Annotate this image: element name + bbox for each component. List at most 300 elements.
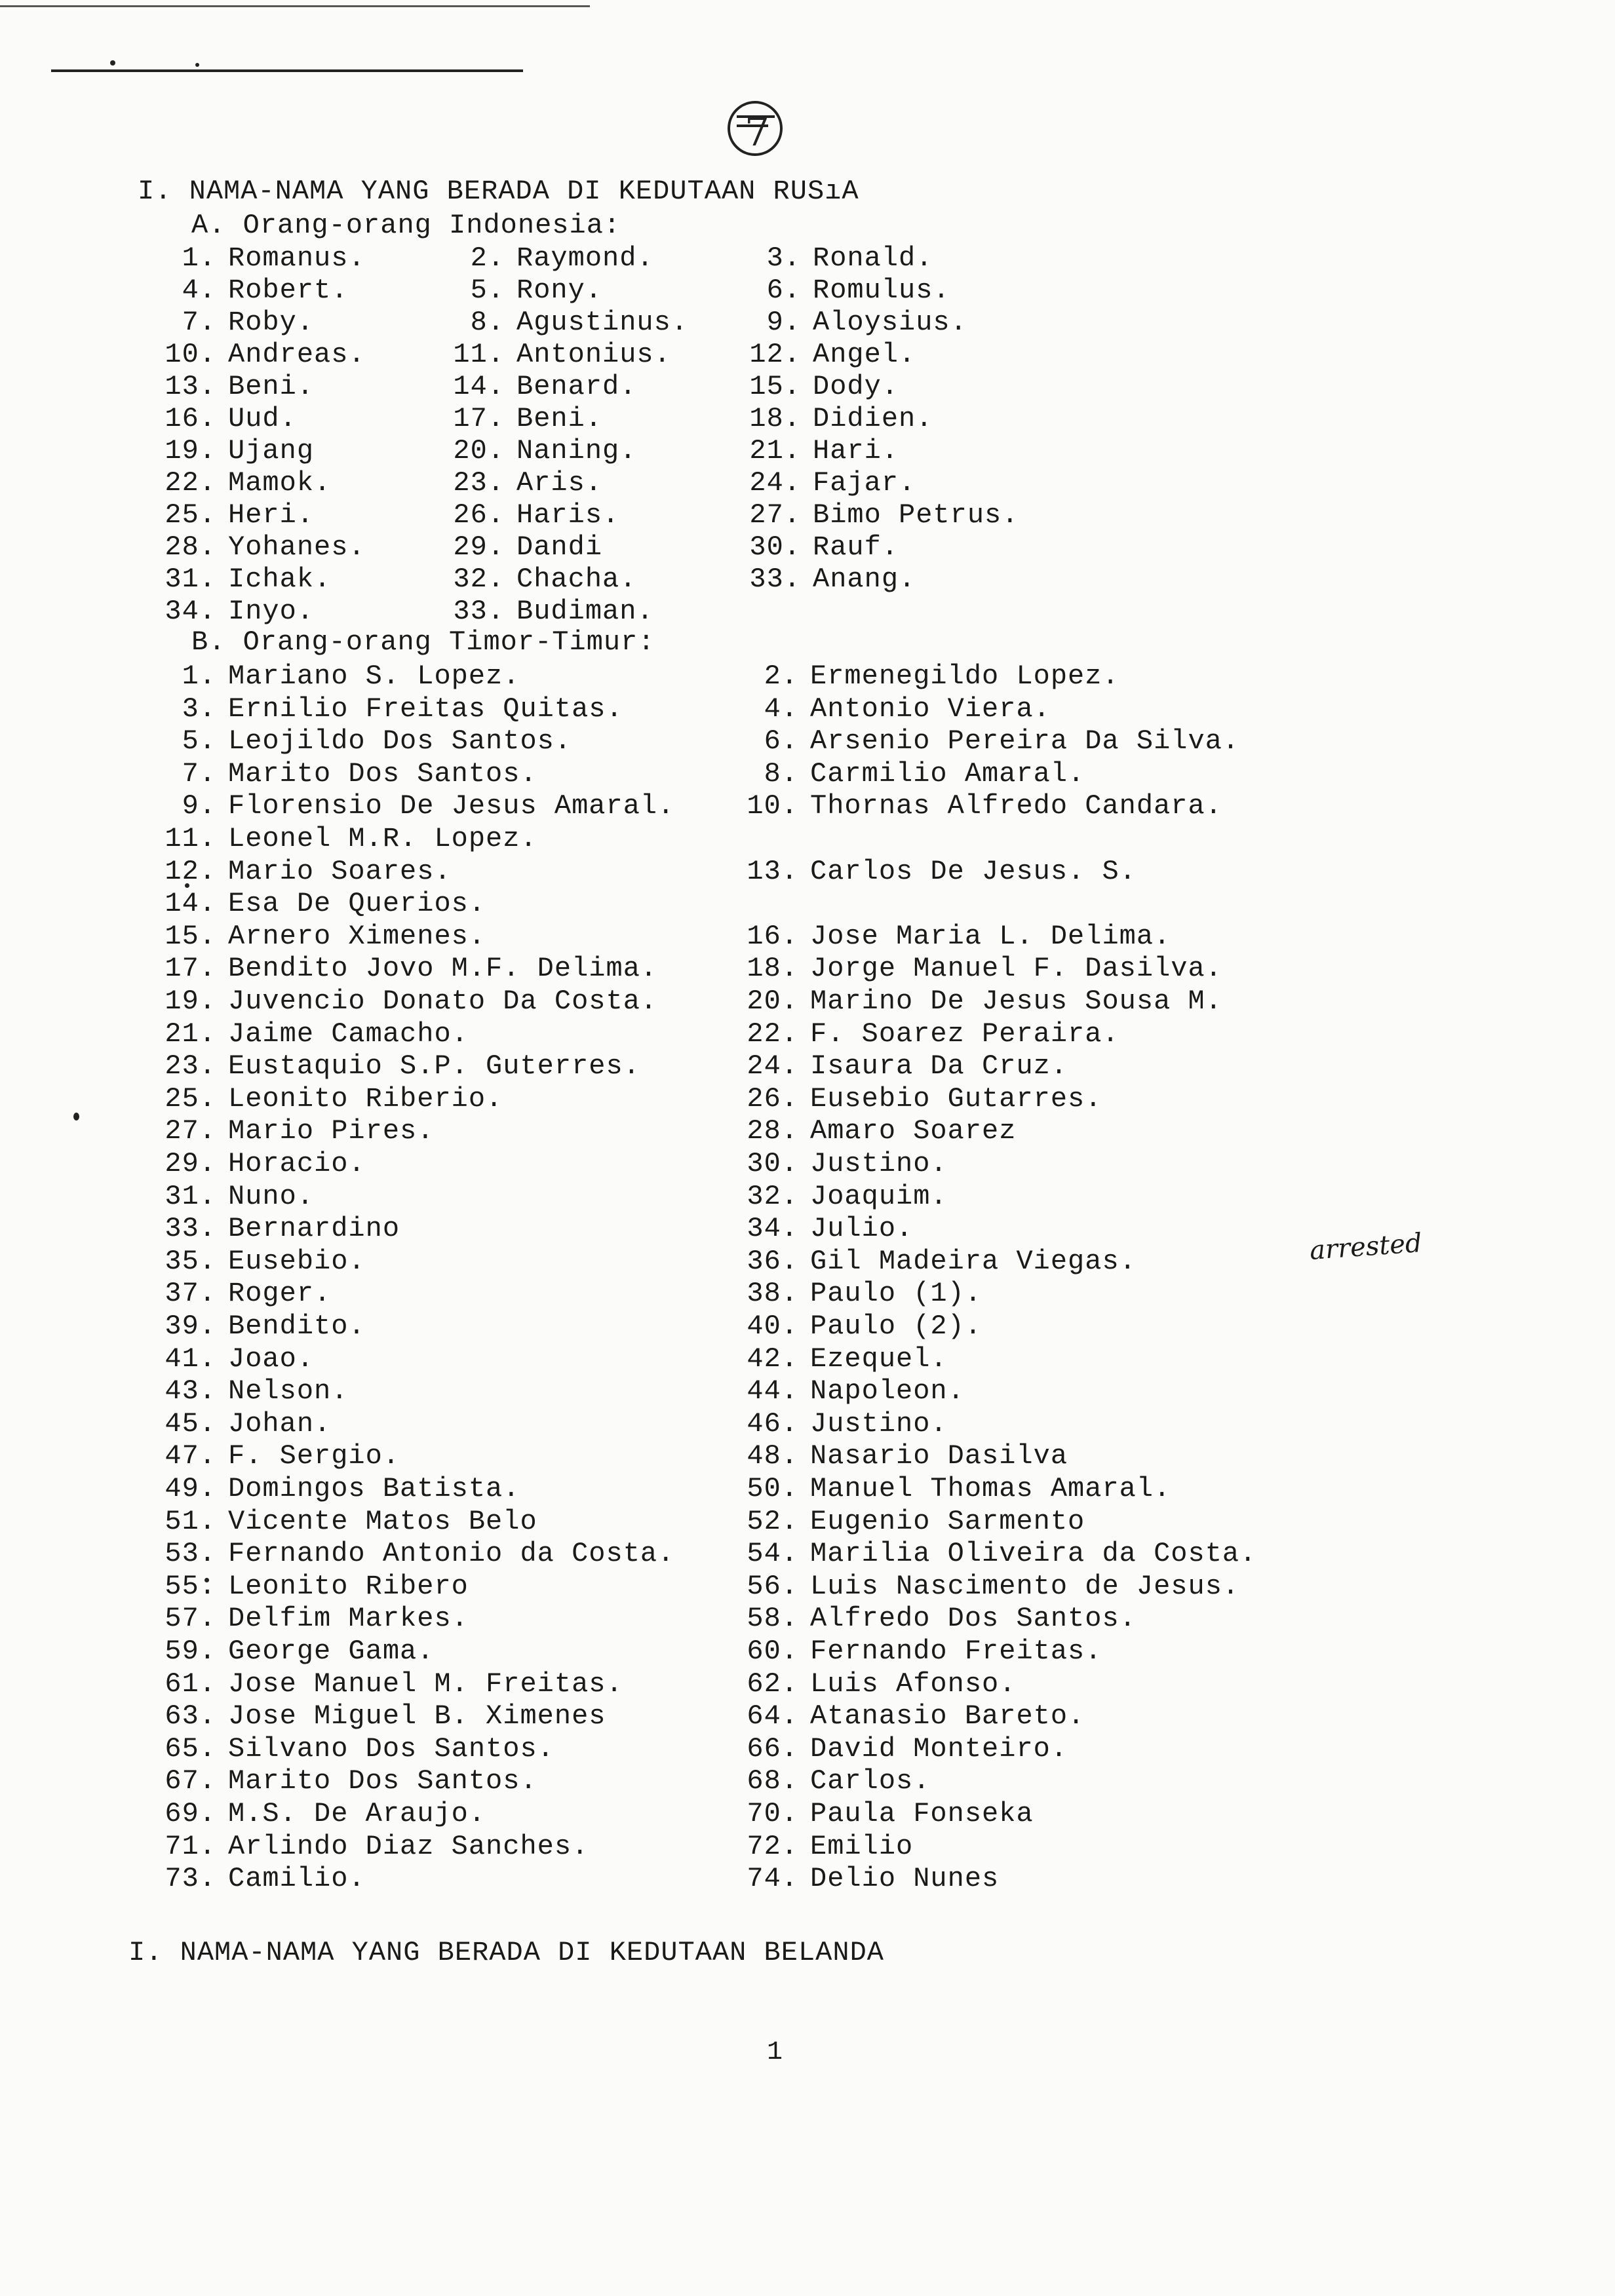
entry-name: Leojildo Dos Santos. bbox=[228, 725, 572, 757]
scan-speck bbox=[73, 1113, 79, 1120]
entry-name: Delfim Markes. bbox=[228, 1603, 469, 1634]
entry-name: Inyo. bbox=[228, 596, 315, 627]
indonesia-entry bbox=[433, 499, 619, 531]
entry-name: Eustaquio S.P. Guterres. bbox=[228, 1050, 640, 1082]
heading-netherlands: I. NAMA-NAMA YANG BERADA DI KEDUTAAN BELANDA bbox=[128, 1937, 884, 1968]
entry-number: 34. bbox=[165, 596, 216, 627]
entry-name: Fajar. bbox=[813, 467, 916, 499]
entry-number: 13. bbox=[165, 371, 216, 402]
indonesia-entry bbox=[433, 307, 688, 338]
timor-entry bbox=[726, 1440, 1068, 1472]
scan-speck bbox=[195, 63, 199, 67]
timor-entry bbox=[726, 1375, 965, 1407]
timor-entry bbox=[144, 1311, 366, 1342]
timor-entry bbox=[144, 1278, 331, 1309]
entry-name: Luis Nascimento de Jesus. bbox=[810, 1571, 1240, 1602]
entry-number: 47. bbox=[165, 1440, 216, 1472]
entry-name: Jose Manuel M. Freitas. bbox=[228, 1668, 623, 1700]
entry-name: Luis Afonso. bbox=[810, 1668, 1017, 1700]
timor-entry bbox=[144, 1765, 537, 1797]
timor-entry bbox=[726, 1050, 1068, 1082]
entry-number: 7. bbox=[182, 307, 216, 338]
timor-entry bbox=[726, 1733, 1068, 1765]
heading-russia: I. NAMA-NAMA YANG BERADA DI KEDUTAAN RUSıA bbox=[138, 176, 859, 207]
entry-name: Hari. bbox=[813, 435, 899, 467]
entry-number: 30. bbox=[749, 531, 801, 563]
entry-number: 40. bbox=[747, 1311, 798, 1342]
timor-entry bbox=[726, 790, 1222, 822]
entry-name: Robert. bbox=[228, 275, 349, 306]
entry-number: 16. bbox=[747, 921, 798, 952]
indonesia-entry bbox=[132, 371, 314, 402]
entry-number: 27. bbox=[165, 1115, 216, 1147]
entry-number: 73. bbox=[165, 1863, 216, 1894]
header-rule bbox=[51, 69, 523, 72]
timor-entry bbox=[144, 1473, 520, 1504]
entry-number: 71. bbox=[165, 1831, 216, 1862]
timor-entry bbox=[144, 1831, 589, 1862]
timor-entry bbox=[144, 1668, 623, 1700]
entry-number: 59. bbox=[165, 1636, 216, 1667]
entry-name: Romulus. bbox=[813, 275, 950, 306]
entry-number: 4. bbox=[182, 275, 216, 306]
entry-number: 12. bbox=[749, 339, 801, 370]
entry-number: 1. bbox=[182, 242, 216, 274]
entry-number: 20. bbox=[453, 435, 505, 467]
entry-name: Marilia Oliveira da Costa. bbox=[810, 1538, 1257, 1569]
entry-number: 46. bbox=[747, 1408, 798, 1440]
timor-entry bbox=[144, 660, 520, 692]
entry-number: 15. bbox=[749, 371, 801, 402]
stamp-label: 7 bbox=[745, 109, 770, 155]
timor-entry bbox=[726, 921, 1171, 952]
indonesia-entry bbox=[132, 564, 331, 595]
entry-number: 19. bbox=[165, 985, 216, 1017]
indonesia-entry bbox=[433, 531, 602, 563]
indonesia-entry bbox=[722, 339, 916, 370]
entry-number: 19. bbox=[165, 435, 216, 467]
indonesia-entry bbox=[433, 371, 636, 402]
timor-entry bbox=[726, 1148, 948, 1179]
indonesia-entry bbox=[433, 403, 602, 434]
entry-name: Paulo (1). bbox=[810, 1278, 983, 1309]
timor-entry bbox=[144, 953, 657, 984]
timor-entry bbox=[726, 1473, 1171, 1504]
timor-entry bbox=[144, 1636, 434, 1667]
timor-entry bbox=[144, 693, 623, 725]
entry-name: Paula Fonseka bbox=[810, 1798, 1034, 1829]
entry-name: Jose Miguel B. Ximenes bbox=[228, 1700, 606, 1732]
timor-entry bbox=[144, 1343, 314, 1375]
entry-name: Bendito. bbox=[228, 1311, 366, 1342]
entry-number: 17. bbox=[165, 953, 216, 984]
entry-name: Angel. bbox=[813, 339, 916, 370]
entry-number: 53. bbox=[165, 1538, 216, 1569]
entry-name: Heri. bbox=[228, 499, 315, 531]
timor-entry bbox=[726, 1571, 1239, 1602]
entry-name: Roby. bbox=[228, 307, 315, 338]
entry-name: Beni. bbox=[228, 371, 315, 402]
entry-number: 43. bbox=[165, 1375, 216, 1407]
entry-name: Marito Dos Santos. bbox=[228, 1765, 537, 1797]
indonesia-entry bbox=[132, 242, 366, 274]
entry-number: 22. bbox=[165, 467, 216, 499]
entry-number: 13. bbox=[747, 856, 798, 887]
entry-name: Ernilio Freitas Quitas. bbox=[228, 693, 623, 725]
entry-number: 58. bbox=[747, 1603, 798, 1634]
indonesia-entry bbox=[132, 403, 297, 434]
entry-number: 7. bbox=[182, 758, 216, 790]
entry-number: 11. bbox=[453, 339, 505, 370]
entry-number: 9. bbox=[182, 790, 216, 822]
entry-number: 2. bbox=[470, 242, 505, 274]
timor-entry bbox=[144, 1213, 400, 1244]
entry-number: 45. bbox=[165, 1408, 216, 1440]
timor-entry bbox=[726, 1115, 1016, 1147]
entry-name: Naning. bbox=[516, 435, 637, 467]
entry-name: F. Soarez Peraira. bbox=[810, 1018, 1119, 1050]
entry-number: 28. bbox=[165, 531, 216, 563]
entry-number: 24. bbox=[747, 1050, 798, 1082]
entry-number: 16. bbox=[165, 403, 216, 434]
entry-name: Florensio De Jesus Amaral. bbox=[228, 790, 675, 822]
timor-entry bbox=[144, 1050, 640, 1082]
entry-number: 21. bbox=[165, 1018, 216, 1050]
entry-name: Eusebio. bbox=[228, 1246, 366, 1277]
entry-name: Napoleon. bbox=[810, 1375, 965, 1407]
entry-number: 37. bbox=[165, 1278, 216, 1309]
indonesia-entry bbox=[433, 564, 636, 595]
entry-name: Bendito Jovo M.F. Delima. bbox=[228, 953, 658, 984]
indonesia-entry bbox=[132, 275, 348, 306]
indonesia-entry bbox=[722, 307, 967, 338]
entry-name: Antonius. bbox=[516, 339, 671, 370]
timor-entry bbox=[144, 790, 674, 822]
entry-name: Amaro Soarez bbox=[810, 1115, 1017, 1147]
entry-number: 56. bbox=[747, 1571, 798, 1602]
timor-entry bbox=[144, 1246, 366, 1277]
timor-entry bbox=[726, 1343, 948, 1375]
indonesia-entry bbox=[722, 435, 899, 467]
timor-entry bbox=[144, 1733, 555, 1765]
entry-name: Budiman. bbox=[516, 596, 654, 627]
entry-number: 23. bbox=[453, 467, 505, 499]
entry-number: 44. bbox=[747, 1375, 798, 1407]
handwritten-number-stamp bbox=[722, 92, 792, 161]
entry-number: 18. bbox=[749, 403, 801, 434]
timor-entry bbox=[726, 1018, 1119, 1050]
timor-entry bbox=[144, 823, 537, 854]
entry-name: Justino. bbox=[810, 1148, 948, 1179]
timor-entry bbox=[144, 758, 537, 790]
entry-number: 54. bbox=[747, 1538, 798, 1569]
entry-number: 69. bbox=[165, 1798, 216, 1829]
timor-entry bbox=[144, 1018, 469, 1050]
entry-name: Ermenegildo Lopez. bbox=[810, 660, 1119, 692]
entry-number: 30. bbox=[747, 1148, 798, 1179]
entry-number: 61. bbox=[165, 1668, 216, 1700]
entry-number: 50. bbox=[747, 1473, 798, 1504]
entry-number: 39. bbox=[165, 1311, 216, 1342]
entry-name: Yohanes. bbox=[228, 531, 366, 563]
indonesia-entry bbox=[722, 564, 916, 595]
indonesia-entry bbox=[722, 499, 1019, 531]
indonesia-entry bbox=[722, 371, 899, 402]
entry-number: 66. bbox=[747, 1733, 798, 1765]
entry-name: Isaura Da Cruz. bbox=[810, 1050, 1068, 1082]
timor-entry bbox=[144, 1538, 674, 1569]
timor-entry bbox=[726, 660, 1119, 692]
entry-number: 10. bbox=[747, 790, 798, 822]
entry-name: Bernardino bbox=[228, 1213, 400, 1244]
entry-name: Manuel Thomas Amaral. bbox=[810, 1473, 1171, 1504]
entry-number: 20. bbox=[747, 985, 798, 1017]
entry-number: 51. bbox=[165, 1506, 216, 1537]
entry-number: 27. bbox=[749, 499, 801, 531]
entry-name: Carlos. bbox=[810, 1765, 931, 1797]
entry-name: Jose Maria L. Delima. bbox=[810, 921, 1171, 952]
entry-name: Nelson. bbox=[228, 1375, 349, 1407]
entry-number: 12. bbox=[165, 856, 216, 887]
entry-name: Benard. bbox=[516, 371, 637, 402]
indonesia-entry bbox=[722, 467, 916, 499]
entry-name: Eusebio Gutarres. bbox=[810, 1083, 1102, 1115]
entry-number: 22. bbox=[747, 1018, 798, 1050]
timor-entry bbox=[726, 1538, 1256, 1569]
entry-number: 18. bbox=[747, 953, 798, 984]
entry-name: Ujang bbox=[228, 435, 315, 467]
entry-number: 32. bbox=[747, 1181, 798, 1212]
timor-entry bbox=[144, 1603, 469, 1634]
entry-number: 11. bbox=[165, 823, 216, 854]
indonesia-entry bbox=[433, 596, 654, 627]
entry-name: Uud. bbox=[228, 403, 297, 434]
entry-number: 3. bbox=[766, 242, 801, 274]
entry-name: Esa De Querios. bbox=[228, 888, 486, 919]
entry-number: 42. bbox=[747, 1343, 798, 1375]
entry-name: Delio Nunes bbox=[810, 1863, 1000, 1894]
entry-number: 2. bbox=[764, 660, 798, 692]
indonesia-entry bbox=[433, 339, 671, 370]
entry-name: Horacio. bbox=[228, 1148, 366, 1179]
entry-name: F. Sergio. bbox=[228, 1440, 400, 1472]
entry-number: 33. bbox=[165, 1213, 216, 1244]
entry-name: Roger. bbox=[228, 1278, 332, 1309]
timor-entry bbox=[726, 1246, 1137, 1277]
timor-entry bbox=[726, 953, 1222, 984]
entry-name: David Monteiro. bbox=[810, 1733, 1068, 1765]
entry-name: Thornas Alfredo Candara. bbox=[810, 790, 1222, 822]
timor-entry bbox=[726, 1278, 982, 1309]
entry-number: 32. bbox=[453, 564, 505, 595]
indonesia-entry bbox=[722, 403, 933, 434]
entry-name: Leonel M.R. Lopez. bbox=[228, 823, 537, 854]
entry-name: Carmilio Amaral. bbox=[810, 758, 1085, 790]
timor-entry bbox=[726, 725, 1239, 757]
timor-entry bbox=[144, 1798, 486, 1829]
entry-number: 38. bbox=[747, 1278, 798, 1309]
entry-number: 6. bbox=[766, 275, 801, 306]
entry-number: 29. bbox=[165, 1148, 216, 1179]
entry-number: 8. bbox=[470, 307, 505, 338]
indonesia-entry bbox=[433, 467, 602, 499]
entry-name: Gil Madeira Viegas. bbox=[810, 1246, 1137, 1277]
timor-entry bbox=[726, 1668, 1016, 1700]
entry-number: 4. bbox=[764, 693, 798, 725]
entry-name: Atanasio Bareto. bbox=[810, 1700, 1085, 1732]
entry-number: 23. bbox=[165, 1050, 216, 1082]
entry-number: 25. bbox=[165, 499, 216, 531]
entry-name: Rony. bbox=[516, 275, 603, 306]
top-edge-line bbox=[0, 5, 590, 7]
entry-name: Romanus. bbox=[228, 242, 366, 274]
timor-entry bbox=[144, 1571, 469, 1602]
entry-name: Marito Dos Santos. bbox=[228, 758, 537, 790]
entry-name: M.S. De Araujo. bbox=[228, 1798, 486, 1829]
entry-number: 26. bbox=[453, 499, 505, 531]
timor-entry bbox=[726, 1798, 1034, 1829]
entry-name: Dandi bbox=[516, 531, 603, 563]
entry-name: Silvano Dos Santos. bbox=[228, 1733, 555, 1765]
timor-entry bbox=[144, 888, 486, 919]
entry-name: Eugenio Sarmento bbox=[810, 1506, 1085, 1537]
indonesia-entry bbox=[722, 242, 933, 274]
timor-entry bbox=[726, 1765, 930, 1797]
timor-entry bbox=[144, 1440, 400, 1472]
entry-number: 57. bbox=[165, 1603, 216, 1634]
scan-speck bbox=[110, 60, 115, 66]
entry-number: 49. bbox=[165, 1473, 216, 1504]
entry-name: Joaquim. bbox=[810, 1181, 948, 1212]
timor-entry bbox=[726, 1700, 1085, 1732]
entry-number: 33. bbox=[749, 564, 801, 595]
entry-name: Aris. bbox=[516, 467, 603, 499]
indonesia-entry bbox=[132, 596, 314, 627]
entry-name: Jorge Manuel F. Dasilva. bbox=[810, 953, 1222, 984]
entry-number: 68. bbox=[747, 1765, 798, 1797]
entry-number: 64. bbox=[747, 1700, 798, 1732]
entry-name: Arlindo Diaz Sanches. bbox=[228, 1831, 589, 1862]
entry-name: Johan. bbox=[228, 1408, 332, 1440]
entry-name: Fernando Antonio da Costa. bbox=[228, 1538, 675, 1569]
entry-number: 15. bbox=[165, 921, 216, 952]
entry-name: Arsenio Pereira Da Silva. bbox=[810, 725, 1240, 757]
entry-name: Vicente Matos Belo bbox=[228, 1506, 537, 1537]
entry-name: Haris. bbox=[516, 499, 620, 531]
entry-name: Didien. bbox=[813, 403, 933, 434]
timor-entry bbox=[726, 758, 1085, 790]
entry-number: 14. bbox=[453, 371, 505, 402]
timor-entry bbox=[726, 693, 1051, 725]
timor-entry bbox=[726, 1083, 1102, 1115]
indonesia-entry bbox=[722, 275, 950, 306]
timor-entry bbox=[726, 1506, 1085, 1537]
timor-entry bbox=[726, 856, 1137, 887]
entry-name: Juvencio Donato Da Costa. bbox=[228, 985, 658, 1017]
entry-number: 25. bbox=[165, 1083, 216, 1115]
entry-name: Mario Soares. bbox=[228, 856, 452, 887]
entry-number: 33. bbox=[453, 596, 505, 627]
entry-number: 14. bbox=[165, 888, 216, 919]
page-number: 1 bbox=[767, 2038, 783, 2067]
timor-entry bbox=[144, 856, 452, 887]
timor-entry bbox=[726, 1636, 1102, 1667]
entry-number: 24. bbox=[749, 467, 801, 499]
timor-entry bbox=[726, 985, 1222, 1017]
indonesia-entry bbox=[433, 435, 636, 467]
indonesia-entry bbox=[132, 307, 314, 338]
entry-number: 62. bbox=[747, 1668, 798, 1700]
entry-number: 17. bbox=[453, 403, 505, 434]
entry-number: 48. bbox=[747, 1440, 798, 1472]
entry-name: Joao. bbox=[228, 1343, 315, 1375]
entry-name: Andreas. bbox=[228, 339, 366, 370]
indonesia-entry bbox=[433, 275, 602, 306]
entry-number: 5. bbox=[470, 275, 505, 306]
entry-number: 28. bbox=[747, 1115, 798, 1147]
indonesia-entry bbox=[132, 467, 331, 499]
entry-name: Leonito Riberio. bbox=[228, 1083, 503, 1115]
timor-entry bbox=[726, 1311, 982, 1342]
entry-name: Camilio. bbox=[228, 1863, 366, 1894]
entry-name: Dody. bbox=[813, 371, 899, 402]
indonesia-entry bbox=[132, 339, 366, 370]
timor-entry bbox=[144, 1181, 314, 1212]
entry-name: Leonito Ribero bbox=[228, 1571, 469, 1602]
timor-entry bbox=[144, 1148, 366, 1179]
timor-entry bbox=[144, 1375, 348, 1407]
entry-number: 36. bbox=[747, 1246, 798, 1277]
entry-name: Mariano S. Lopez. bbox=[228, 660, 520, 692]
entry-name: Justino. bbox=[810, 1408, 948, 1440]
entry-name: George Gama. bbox=[228, 1636, 435, 1667]
indonesia-entry bbox=[132, 499, 314, 531]
entry-name: Paulo (2). bbox=[810, 1311, 983, 1342]
entry-number: 60. bbox=[747, 1636, 798, 1667]
entry-name: Marino De Jesus Sousa M. bbox=[810, 985, 1222, 1017]
entry-number: 21. bbox=[749, 435, 801, 467]
entry-name: Nasario Dasilva bbox=[810, 1440, 1068, 1472]
entry-name: Fernando Freitas. bbox=[810, 1636, 1102, 1667]
entry-name: Agustinus. bbox=[516, 307, 689, 338]
indonesia-entry bbox=[132, 435, 314, 467]
timor-entry bbox=[726, 1863, 999, 1894]
entry-name: Rauf. bbox=[813, 531, 899, 563]
entry-name: Jaime Camacho. bbox=[228, 1018, 469, 1050]
entry-number: 35. bbox=[165, 1246, 216, 1277]
entry-name: Nuno. bbox=[228, 1181, 315, 1212]
entry-name: Arnero Ximenes. bbox=[228, 921, 486, 952]
handwritten-note: arrested bbox=[1308, 1228, 1424, 1266]
entry-name: Raymond. bbox=[516, 242, 654, 274]
entry-number: 74. bbox=[747, 1863, 798, 1894]
entry-number: 6. bbox=[764, 725, 798, 757]
entry-name: Chacha. bbox=[516, 564, 637, 595]
entry-name: Mamok. bbox=[228, 467, 332, 499]
entry-number: 41. bbox=[165, 1343, 216, 1375]
entry-number: 63. bbox=[165, 1700, 216, 1732]
entry-number: 26. bbox=[747, 1083, 798, 1115]
entry-name: Antonio Viera. bbox=[810, 693, 1051, 725]
subheading-indonesia: A. Orang-orang Indonesia: bbox=[191, 210, 621, 241]
entry-number: 5. bbox=[182, 725, 216, 757]
entry-name: Ezequel. bbox=[810, 1343, 948, 1375]
timor-entry bbox=[726, 1181, 948, 1212]
entry-name: Aloysius. bbox=[813, 307, 967, 338]
entry-number: 3. bbox=[182, 693, 216, 725]
timor-entry bbox=[144, 1115, 434, 1147]
timor-entry bbox=[144, 1083, 503, 1115]
